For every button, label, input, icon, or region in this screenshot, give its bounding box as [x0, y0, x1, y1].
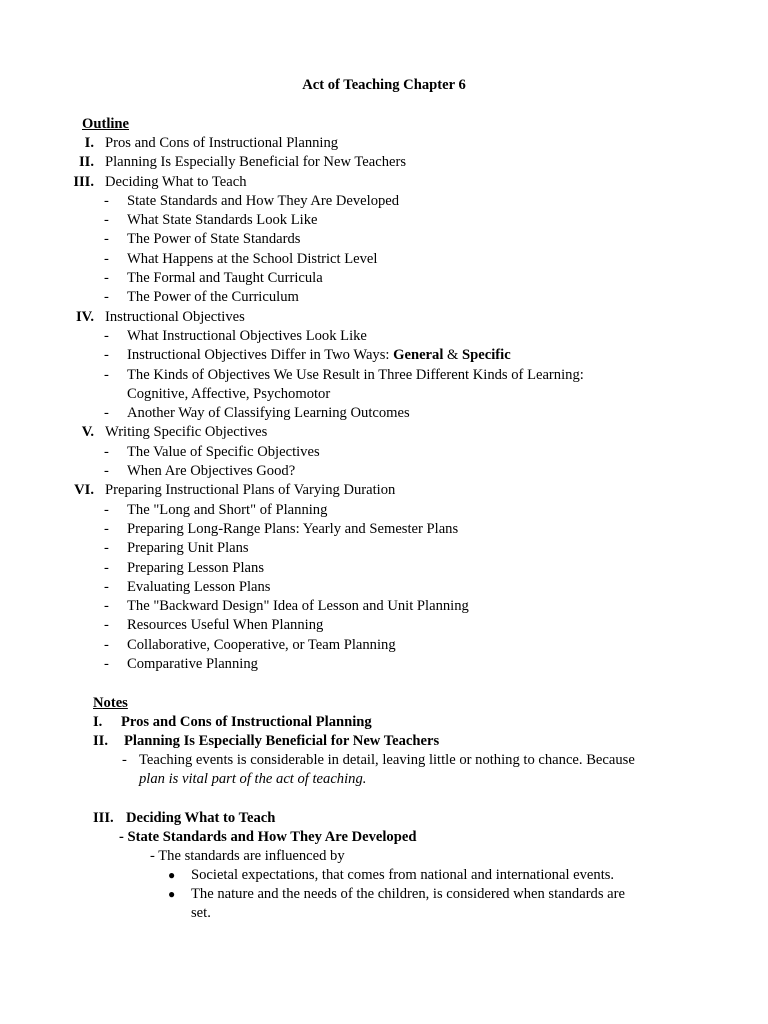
emphasis-text: General [393, 347, 444, 364]
dash-marker: - [104, 656, 109, 673]
dash-marker: - [104, 270, 109, 287]
bullet-icon: ● [168, 887, 176, 901]
outline-section-title: Instructional Objectives [105, 308, 245, 325]
dash-marker: - [104, 250, 109, 267]
notes-item-numeral: I. [93, 714, 103, 730]
notes-item-heading: Pros and Cons of Instructional Planning [121, 714, 372, 730]
outline-subitem-text: Preparing Lesson Plans [127, 559, 265, 576]
outline-section-title: Pros and Cons of Instructional Planning [105, 135, 339, 151]
outline-heading: Outline [82, 116, 130, 132]
outline-subitem [0, 443, 768, 462]
bullet-icon: ● [168, 868, 176, 882]
notes-text-line: plan is vital part of the act of teaching. [139, 771, 367, 787]
notes-text-line: Teaching events is considerable in detail, leaving little or nothing to chance. Because [139, 752, 635, 768]
outline-subitem [0, 559, 768, 578]
plain-text: Instructional Objectives Differ in Two Ways: [127, 347, 394, 364]
outline-section [0, 481, 768, 500]
outline-subitem-text: Another Way of Classifying Learning Outcomes [127, 405, 410, 422]
outline-list [0, 134, 768, 674]
dash-marker: - [104, 231, 109, 248]
dash-marker: - [104, 289, 109, 306]
outline-numeral: V. [81, 424, 94, 441]
outline-subitem [0, 404, 768, 423]
outline-subitem [0, 269, 768, 288]
notes-dash: - [122, 752, 127, 768]
outline-subitem [0, 462, 768, 481]
outline-section [0, 134, 768, 153]
dash-marker: - [104, 366, 109, 383]
outline-numeral: VI. [74, 482, 94, 499]
dash-marker: - [104, 520, 109, 537]
outline-subitem-text: The "Backward Design" Idea of Lesson and Unit Planning [127, 598, 469, 615]
outline-subitem [0, 501, 768, 520]
outline-subitem [0, 288, 768, 307]
outline-subitem-text: The Kinds of Objectives We Use Result in Three Different Kinds of Learning: Cognitive, Affective, Psychomotor [127, 366, 584, 402]
notes-item-heading: Planning Is Especially Beneficial for New Teachers [124, 733, 440, 749]
outline-subitem-text: The Value of Specific Objectives [127, 443, 320, 460]
outline-subitem-text: The Power of the Curriculum [127, 289, 299, 306]
outline-subitem-text [127, 346, 647, 365]
outline-subitem [0, 616, 768, 635]
outline-subitem [0, 539, 768, 558]
dash-marker: - [104, 347, 109, 364]
outline-subitem-text: Preparing Unit Plans [127, 540, 249, 557]
outline-subitem-text: What State Standards Look Like [127, 212, 318, 229]
emphasis-text: Specific [462, 347, 511, 364]
outline-subitem-text: State Standards and How They Are Developed [127, 192, 400, 209]
notes-item-heading: Deciding What to Teach [126, 810, 276, 826]
outline-subitem-text: The Formal and Taught Curricula [127, 270, 323, 287]
notes-bullet-text: Societal expectations, that comes from national and international events. [191, 867, 615, 883]
notes-heading: Notes [93, 695, 128, 711]
dash-marker: - [104, 192, 109, 209]
outline-subitem [0, 597, 768, 616]
document-title: Act of Teaching Chapter 6 [302, 77, 466, 93]
outline-section-title: Planning Is Especially Beneficial for New Teachers [105, 154, 407, 171]
dash-marker: - [104, 559, 109, 576]
outline-numeral: IV. [76, 308, 94, 325]
notes-subheading: - State Standards and How They Are Developed [119, 829, 417, 845]
dash-marker: - [104, 598, 109, 615]
notes-bullet-text: The nature and the needs of the children, is considered when standards are [191, 886, 626, 902]
dash-marker: - [104, 443, 109, 460]
outline-section [0, 308, 768, 327]
outline-subitem [0, 655, 768, 674]
dash-marker: - [104, 617, 109, 634]
outline-subitem [0, 250, 768, 269]
dash-marker: - [104, 327, 109, 344]
dash-marker: - [104, 463, 109, 480]
outline-section-title: Preparing Instructional Plans of Varying Duration [105, 482, 396, 499]
outline-section [0, 173, 768, 192]
outline-section [0, 153, 768, 172]
dash-marker: - [104, 636, 109, 653]
outline-numeral: III. [73, 173, 94, 190]
outline-subitem-text: When Are Objectives Good? [127, 463, 296, 480]
notes-bullet-text: set. [191, 905, 211, 921]
outline-numeral: I. [84, 135, 94, 151]
dash-marker: - [104, 405, 109, 422]
outline-subitem-text: Resources Useful When Planning [127, 617, 324, 634]
outline-subitem [0, 346, 768, 365]
outline-subitem [0, 578, 768, 597]
outline-subitem [0, 366, 768, 405]
outline-subitem-text: The Power of State Standards [127, 231, 301, 248]
outline-subitem-text: The "Long and Short" of Planning [127, 501, 328, 518]
dash-marker: - [104, 540, 109, 557]
outline-section [0, 423, 768, 442]
dash-marker: - [104, 212, 109, 229]
outline-subitem [0, 327, 768, 346]
dash-marker: - [104, 501, 109, 518]
outline-subitem [0, 636, 768, 655]
outline-subitem [0, 192, 768, 211]
outline-subitem [0, 211, 768, 230]
outline-subitem [0, 230, 768, 249]
notes-item-numeral: III. [93, 810, 114, 826]
outline-section-title: Writing Specific Objectives [105, 424, 268, 441]
outline-subitem-text: Comparative Planning [127, 656, 258, 673]
outline-subitem [0, 520, 768, 539]
outline-subitem-text: Collaborative, Cooperative, or Team Planning [127, 636, 396, 653]
plain-text: & [443, 347, 463, 364]
outline-section-title: Deciding What to Teach [105, 173, 247, 190]
outline-subitem-text: What Instructional Objectives Look Like [127, 327, 367, 344]
outline-subitem-text: Evaluating Lesson Plans [127, 578, 271, 595]
notes-item-numeral: II. [93, 733, 109, 749]
outline-numeral: II. [78, 154, 94, 171]
outline-subitem-text: Preparing Long-Range Plans: Yearly and Semester Plans [127, 520, 459, 537]
dash-marker: - [104, 578, 109, 595]
notes-subitem: - The standards are influenced by [150, 848, 345, 864]
outline-subitem-text: What Happens at the School District Level [127, 250, 378, 267]
